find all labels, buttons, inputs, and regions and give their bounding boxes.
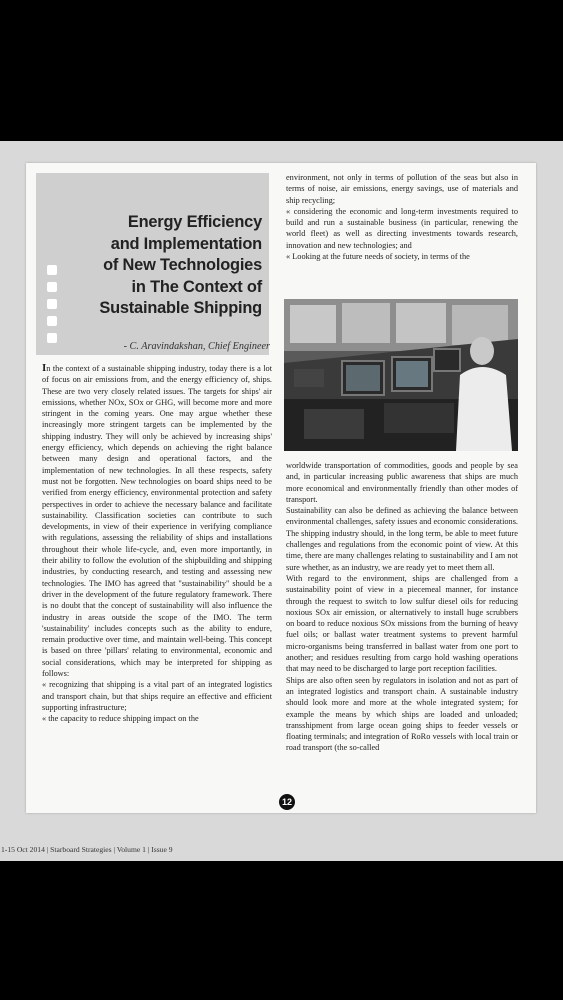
title-line: Sustainable Shipping xyxy=(99,299,262,317)
bullet-item: « Looking at the future needs of society, in terms of the xyxy=(286,252,470,262)
footer-credit: 1-15 Oct 2014 | Starboard Strategies | Volume 1 | Issue 9 xyxy=(1,845,173,854)
paragraph: environment, not only in terms of pollution of the seas but also in terms of noise, air emissions, energy savings, use of materials and ship recycling; xyxy=(286,173,518,205)
title-line: and Implementation xyxy=(110,234,262,253)
bullet-item: « recognizing that shipping is a vital part of an integrated logistics and transport chain, but that ships require an effective and efficient supporting infrastructure; xyxy=(42,680,272,712)
paragraph: worldwide transportation of commodities, goods and people by sea and, in particular increasing public awareness that ships are much more economical and environmentally friendly than other modes of transport. xyxy=(286,461,518,504)
paragraph: With regard to the environment, ships are challenged from a sustainability point of view in a piecemeal manner, for instance through the request to switch to low sulfur diesel oils for reducing noxious SOx air emission, or alternatively to install huge scrubbers on board to reduce noxious SOx missions from the burning of heavy fuel oils; or ballast water treatment systems to prevent harmful micro-organisms being transferred in ballast water from one port to another; and residues resulting from cargo hold washing operations that may need to be discharged to large port reception facilities. xyxy=(286,573,518,674)
drop-cap: I xyxy=(42,362,47,374)
paragraph: Sustainability can also be defined as achieving the balance between environmental challenges, safety issues and economic considerations. The shipping industry should, in the long term, be able to meet future challenges and regulations from the economic point of view. At this time, there are many challenges relating to sustainability and I am not sure whether, as an industry, we are ready yet to meet them all. xyxy=(286,506,518,572)
ship-bridge-photo xyxy=(284,299,518,451)
author-byline: - C. Aravindakshan, Chief Engineer xyxy=(123,341,270,352)
bullet-item: « considering the economic and long-term investments required to build and run a sustainable business (in particular, renewing the world fleet) as well as directing investments towards research, innovation and new technologies; and xyxy=(286,206,518,250)
column-right-bottom xyxy=(286,460,518,754)
bullet-item: « the capacity to reduce shipping impact on the xyxy=(42,714,199,724)
title-line: Energy Efficiency xyxy=(127,213,262,231)
article-title xyxy=(72,212,262,320)
column-right-top xyxy=(286,172,518,262)
paragraph: In the context of a sustainable shipping industry, today there is a lot of focus on air emissions from, and the energy efficiency of, ships. These are two very closely related issues. The targets for ships' air emissions, whether NOx, SOx or GHG, will become more and more stringent in the coming years. One may argue whether these increasingly more stringent targets can be implemented by the shipping industry. They will only be achieved by increasing ships' energy efficiency, which depends on achieving the right balance between many design and operational factors, and the implementation of new technologies. In all these respects, safety must not be forgotten. New technologies on board ships need to be verified from energy efficiency, environmental protection and safety perspectives in order to achieve the necessary balance and facilitate sustainability. Classification societies can contribute to such developments, in view of their experience in verifying compliance with regulations, assessing the reliability of ships and installations throughout their whole life-cycle, and, even more importantly, in their ability to follow the evolution of the shipbuilding and shipping industries, by conducting research, and testing and assessing new technologies. The IMO has agreed that "sustainability" should be a driver in the development of the future regulatory framework. There is no doubt that the concept of sustainability will also influence the industry in areas outside the scope of the IMO. The term 'sustainability' includes concepts such as the ability to endure, remain productive over time, and maintain well-being. This concept is based on three 'pillars' relating to environmental, economic and social considerations, which may be interpreted for shipping as follows: xyxy=(42,362,272,679)
column-left xyxy=(42,363,272,725)
title-line: of New Technologies xyxy=(103,256,262,274)
magazine-page xyxy=(0,141,563,861)
decorative-dots xyxy=(47,265,57,343)
title-line: in The Context of xyxy=(131,277,262,296)
paragraph: Ships are also often seen by regulators in isolation and not as part of an integrated logistics and transport chain. A sustainable industry should look more and more at the whole integrated system; for example the means by which ships are loaded and unloaded; transshipment from large ocean going ships to feeder vessels or floating terminals; and integration of RoRo vessels with local train or road transport (the so-called xyxy=(286,675,518,753)
page-number-badge: 12 xyxy=(279,794,295,810)
article-sheet xyxy=(26,163,536,813)
